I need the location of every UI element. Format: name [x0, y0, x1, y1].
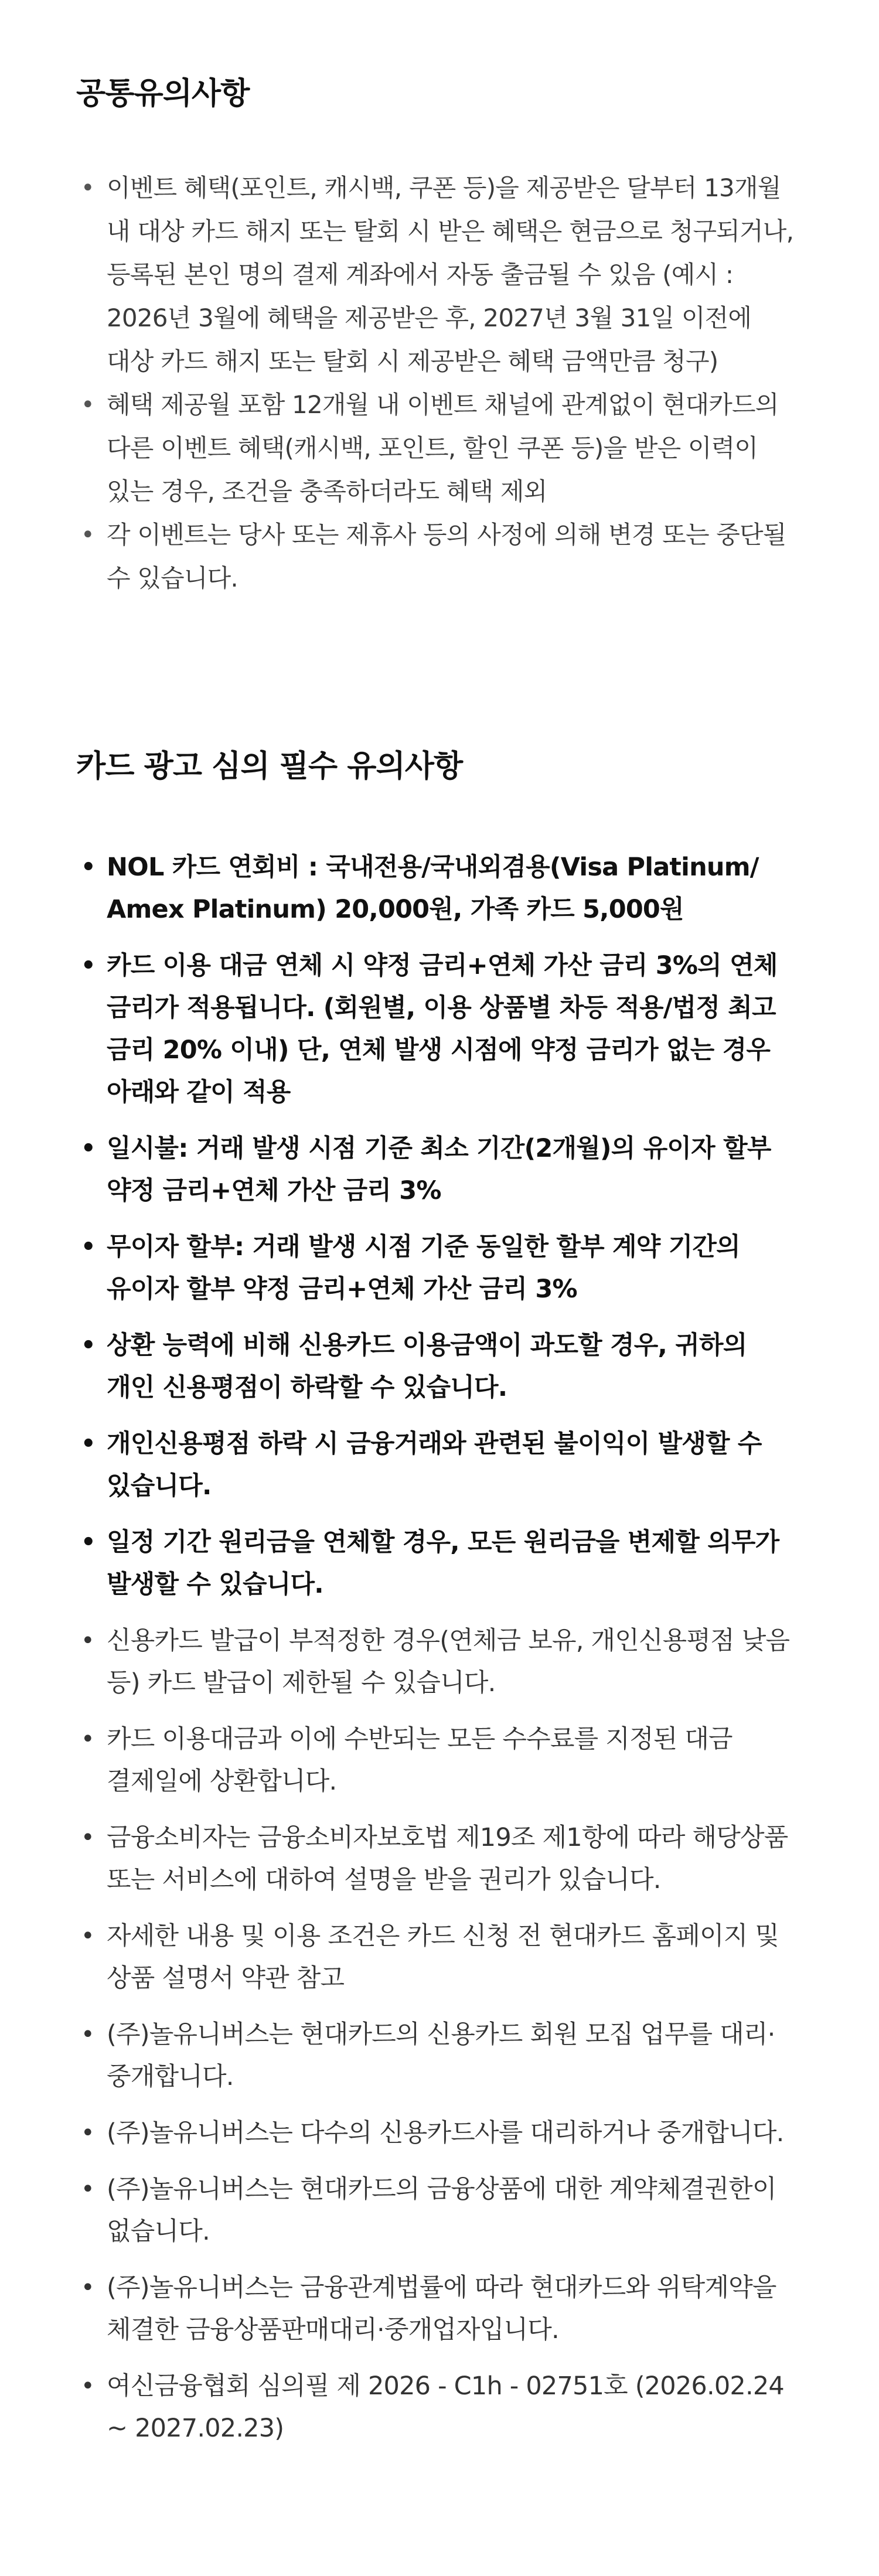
bullet-icon: •: [81, 952, 96, 979]
bullet-icon: •: [81, 391, 94, 418]
common-notes-list: [76, 166, 803, 600]
bullet-icon: •: [81, 2021, 94, 2048]
bullet-icon: •: [81, 1726, 94, 1753]
bullet-icon: •: [81, 1430, 96, 1457]
ad-note-item-agent-multiple: [76, 2112, 803, 2154]
ad-note-item-annual-fee: [76, 846, 803, 931]
ad-note-item-repayment-duty: [76, 1521, 803, 1606]
common-note-item: [76, 166, 803, 383]
bullet-icon: •: [81, 1824, 94, 1851]
ad-note-text: (주)놀유니버스는 현대카드의 신용카드 회원 모집 업무를 대리·중개합니다.: [107, 2020, 775, 2091]
ad-note-text: 일정 기간 원리금을 연체할 경우, 모든 원리금을 변제할 의무가 발생할 수 있습니다.: [107, 1528, 779, 1599]
ad-note-text: 일시불: 거래 발생 시점 기준 최소 기간(2개월)의 유이자 할부 약정 금리+연체 가산 금리 3%: [107, 1134, 771, 1205]
ad-note-text: NOL 카드 연회비 : 국내전용/국내외겸용(Visa Platinum/ Amex Platinum) 20,000원, 가족 카드 5,000원: [107, 853, 759, 924]
ad-note-text: 신용카드 발급이 부적정한 경우(연체금 보유, 개인신용평점 낮음 등) 카드 발급이 제한될 수 있습니다.: [107, 1626, 790, 1698]
common-note-text: 이벤트 혜택(포인트, 캐시백, 쿠폰 등)을 제공받은 달부터 13개월 내 대상 카드 해지 또는 탈회 시 받은 혜택은 현금으로 청구되거나, 등록된 본인 명의 결제 계좌에서 자동 출금될 수 있음 (예시 : 2026년 3월에 혜택을 제공받은 후, 2027년 3월 31일 이전에 대상 카드 해지 또는 탈회 시 제공받은 혜택 금액만큼 청구): [107, 173, 794, 376]
ad-note-text: 금융소비자는 금융소비자보호법 제19조 제1항에 따라 해당상품 또는 서비스에 대하여 설명을 받을 권리가 있습니다.: [107, 1823, 788, 1894]
ad-note-item-credit-score: [76, 1324, 803, 1409]
ad-note-item-lump-sum: [76, 1127, 803, 1212]
ad-note-text: 상환 능력에 비해 신용카드 이용금액이 과도할 경우, 귀하의 개인 신용평점이 하락할 수 있습니다.: [107, 1331, 747, 1402]
common-note-item: [76, 383, 803, 513]
ad-note-item-payment: [76, 1718, 803, 1802]
common-note-item: [76, 513, 803, 600]
ad-note-text: 무이자 할부: 거래 발생 시점 기준 동일한 할부 계약 기간의 유이자 할부 약정 금리+연체 가산 금리 3%: [107, 1232, 740, 1304]
bullet-icon: •: [81, 2274, 94, 2301]
ad-note-text: 카드 이용 대금 연체 시 약정 금리+연체 가산 금리 3%의 연체 금리가 적용됩니다. (회원별, 이용 상품별 차등 적용/법정 최고 금리 20% 이내) 단, 연체 발생 시점에 약정 금리가 없는 경우 아래와 같이 적용: [107, 951, 778, 1107]
bullet-icon: •: [81, 1234, 96, 1260]
bullet-icon: •: [81, 2373, 94, 2400]
ad-note-text: (주)놀유니버스는 다수의 신용카드사를 대리하거나 중개합니다.: [107, 2118, 784, 2148]
ad-note-item-agent-no-authority: [76, 2168, 803, 2253]
bullet-icon: •: [81, 1135, 96, 1162]
ad-note-item-disadvantage: [76, 1423, 803, 1507]
ad-note-item-late-interest: [76, 945, 803, 1113]
bullet-icon: •: [81, 522, 94, 548]
ad-note-text: 자세한 내용 및 이용 조건은 카드 신청 전 현대카드 홈페이지 및 상품 설명서 약관 참고: [107, 1921, 779, 1993]
ad-note-item-consumer-rights: [76, 1817, 803, 1901]
common-notes-section: [76, 0, 803, 600]
ad-note-item-details: [76, 1915, 803, 1999]
ad-notes-list: [76, 846, 803, 2449]
bullet-icon: •: [81, 854, 96, 881]
ad-note-text: (주)놀유니버스는 현대카드의 금융상품에 대한 계약체결권한이 없습니다.: [107, 2175, 776, 2246]
ad-note-text: 개인신용평점 하락 시 금융거래와 관련된 불이익이 발생할 수 있습니다.: [107, 1429, 762, 1501]
ad-notes-section: [76, 600, 803, 2449]
ad-note-text: (주)놀유니버스는 금융관계법률에 따라 현대카드와 위탁계약을 체결한 금융상품판매대리·중개업자입니다.: [107, 2273, 776, 2345]
bullet-icon: •: [81, 1529, 96, 1556]
ad-note-text: 여신금융협회 심의필 제 2026 - C1h - 02751호 (2026.02.24 ~ 2027.02.23): [107, 2371, 784, 2443]
ad-note-item-interest-free: [76, 1226, 803, 1310]
bullet-icon: •: [81, 175, 94, 202]
common-note-text: 혜택 제공월 포함 12개월 내 이벤트 채널에 관계없이 현대카드의 다른 이벤트 혜택(캐시백, 포인트, 할인 쿠폰 등)을 받은 이력이 있는 경우, 조건을 충족하더라도 혜택 제외: [107, 390, 779, 506]
ad-note-text: 카드 이용대금과 이에 수반되는 모든 수수료를 지정된 대금 결제일에 상환합니다.: [107, 1725, 732, 1796]
ad-note-item-review-number: [76, 2365, 803, 2449]
bullet-icon: •: [81, 1923, 94, 1950]
bullet-icon: •: [81, 2120, 94, 2146]
common-note-text: 각 이벤트는 당사 또는 제휴사 등의 사정에 의해 변경 또는 중단될 수 있습니다.: [107, 520, 786, 592]
ad-note-item-issuance-limit: [76, 1620, 803, 1704]
common-notes-title: 공통유의사항: [76, 76, 250, 111]
ad-notes-title: 카드 광고 심의 필수 유의사항: [76, 749, 463, 784]
bullet-icon: •: [81, 2176, 94, 2203]
bullet-icon: •: [81, 1332, 96, 1359]
ad-note-item-agent-contract: [76, 2267, 803, 2351]
bullet-icon: •: [81, 1627, 94, 1654]
ad-note-item-agent-recruit: [76, 2013, 803, 2098]
